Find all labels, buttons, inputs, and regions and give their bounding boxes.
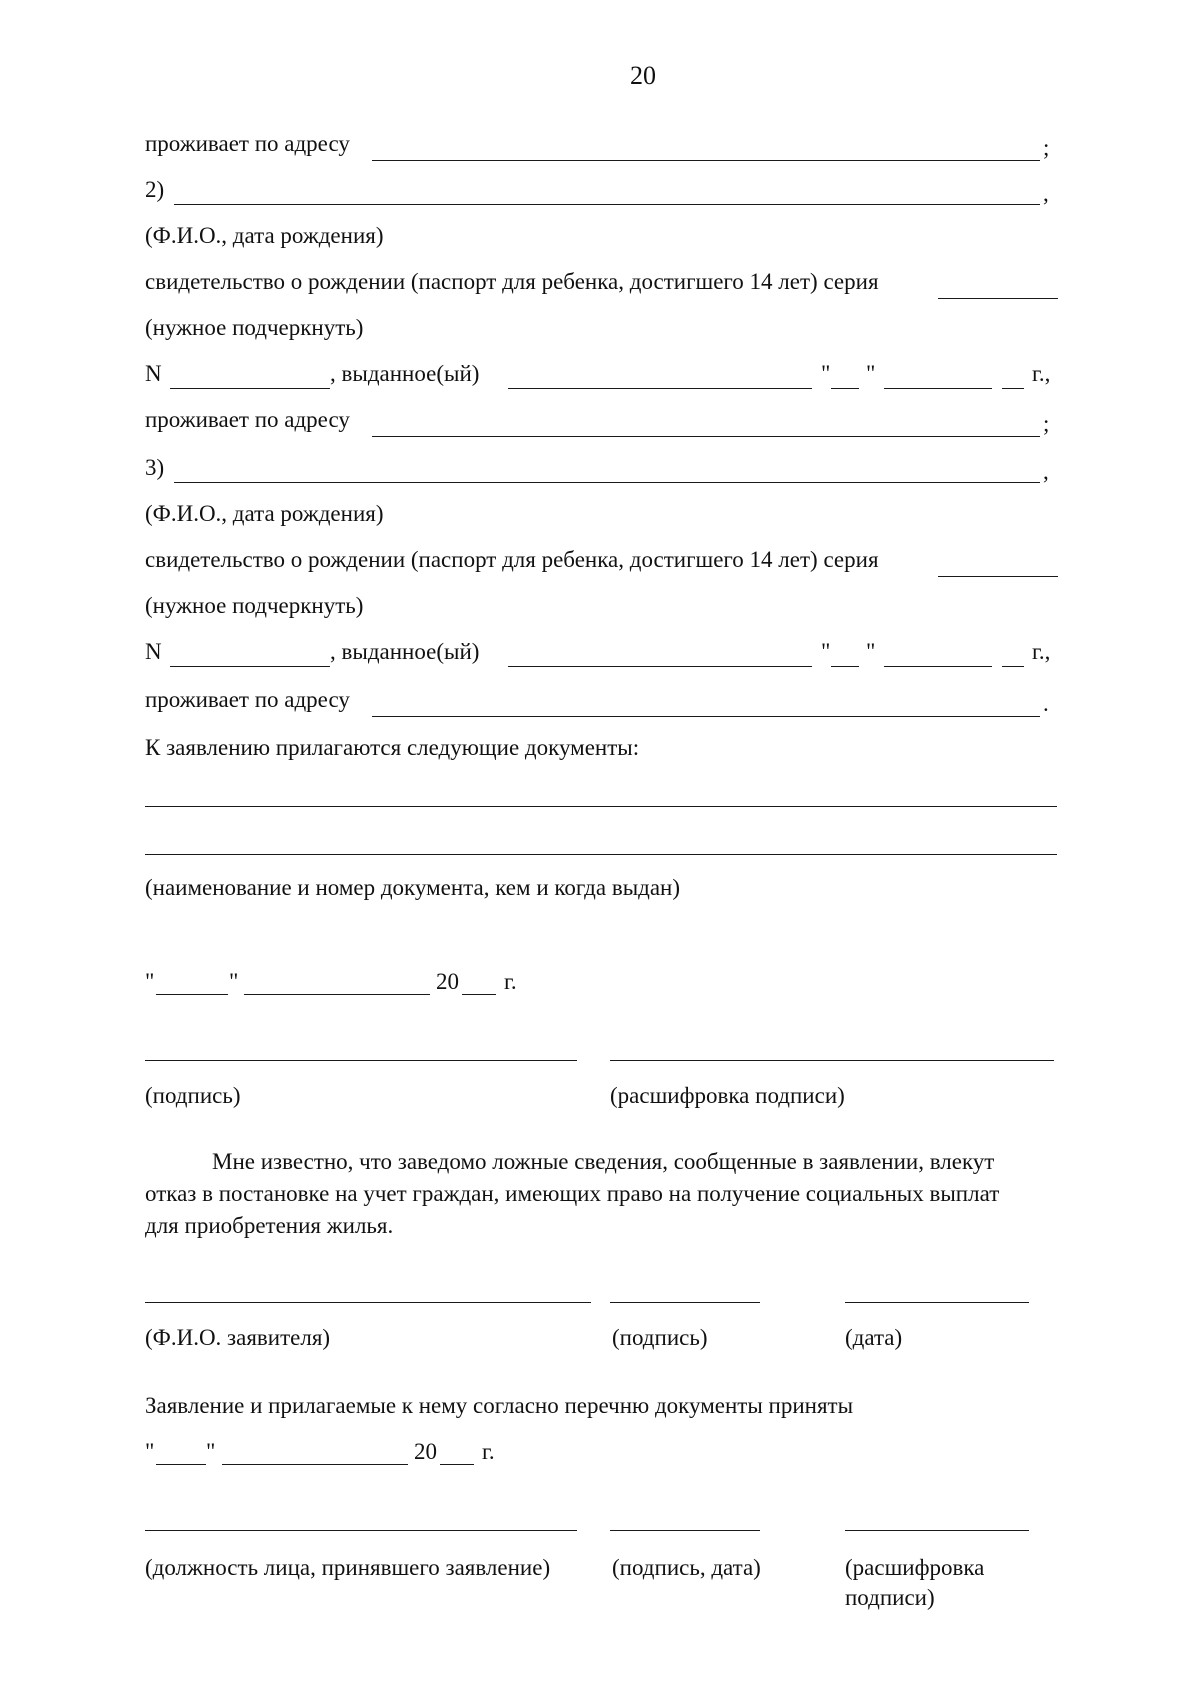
issue-year-field-2[interactable] [1002,388,1024,389]
declaration-line-2: отказ в постановке на учет граждан, имеющих право на получение социальных выплат [145,1181,1000,1206]
official-decoding-field[interactable] [845,1530,1029,1531]
signature-caption: (подпись) [145,1083,241,1108]
attachments-caption: (наименование и номер документа, кем и когда выдан) [145,875,681,900]
applicant-date-caption: (дата) [845,1325,903,1350]
birth-cert-series-field-2[interactable] [938,298,1058,299]
fio-dob-caption: (Ф.И.О., дата рождения) [145,223,384,248]
comma: , [1043,459,1049,484]
address-label: проживает по адресу [145,131,350,156]
year-suffix: г., [1032,361,1051,386]
applicant-signature-field[interactable] [610,1302,760,1303]
issued-by-field-2[interactable] [508,388,812,389]
underline-needed-caption: (нужное подчеркнуть) [145,593,364,618]
semicolon: ; [1043,135,1050,160]
attachments-heading: К заявлению прилагаются следующие документы: [145,735,640,760]
number-label: N [145,639,162,664]
address-field-3[interactable] [372,716,1040,717]
quote-open: " [821,361,831,386]
number-label: N [145,361,162,386]
issued-label: , выданное(ый) [330,361,480,386]
issued-by-field-3[interactable] [508,666,812,667]
issue-year-field-3[interactable] [1002,666,1024,667]
signature-decoding-field[interactable] [610,1060,1054,1061]
child-2-fio-field[interactable] [174,204,1040,205]
semicolon: ; [1043,411,1050,436]
acceptance-year-prefix: 20 [414,1439,437,1464]
official-decoding-caption-line-1: (расшифровка [845,1555,985,1580]
date-day-field[interactable] [156,994,228,995]
birth-cert-label: свидетельство о рождении (паспорт для ребенка, достигшего 14 лет) серия [145,269,879,294]
issue-day-field-3[interactable] [831,666,859,667]
date-year-suffix: г. [504,969,517,994]
birth-cert-label: свидетельство о рождении (паспорт для ребенка, достигшего 14 лет) серия [145,547,879,572]
acceptance-text: Заявление и прилагаемые к нему согласно перечню документы приняты [145,1393,854,1418]
address-field-1[interactable] [372,160,1040,161]
quote-open: " [821,639,831,664]
issue-month-field-2[interactable] [884,388,992,389]
acceptance-year-field[interactable] [440,1464,474,1465]
document-number-field-3[interactable] [170,666,330,667]
official-signature-date-field[interactable] [610,1530,760,1531]
quote-close: " [866,361,876,386]
official-decoding-caption-line-2: подписи) [845,1585,935,1610]
document-number-field-2[interactable] [170,388,330,389]
acceptance-year-suffix: г. [482,1439,495,1464]
acceptance-day-field[interactable] [156,1464,206,1465]
applicant-date-field[interactable] [845,1302,1029,1303]
signature-decoding-caption: (расшифровка подписи) [610,1083,845,1108]
attachments-field-1[interactable] [145,806,1057,807]
underline-needed-caption: (нужное подчеркнуть) [145,315,364,340]
attachments-field-2[interactable] [145,854,1057,855]
official-position-caption: (должность лица, принявшего заявление) [145,1555,551,1580]
official-position-field[interactable] [145,1530,577,1531]
date-year-field[interactable] [462,994,496,995]
acceptance-quote-close: " [206,1439,216,1464]
birth-cert-series-field-3[interactable] [938,576,1058,577]
issue-month-field-3[interactable] [884,666,992,667]
declaration-line-1: Мне известно, что заведомо ложные сведения, сообщенные в заявлении, влекут [212,1149,995,1174]
address-label: проживает по адресу [145,687,350,712]
signature-field[interactable] [145,1060,577,1061]
child-3-number: 3) [145,455,165,480]
date-month-field[interactable] [244,994,430,995]
year-suffix: г., [1032,639,1051,664]
date-year-prefix: 20 [436,969,459,994]
child-3-fio-field[interactable] [174,482,1040,483]
acceptance-month-field[interactable] [222,1464,408,1465]
declaration-line-3: для приобретения жилья. [145,1213,394,1238]
issue-day-field-2[interactable] [831,388,859,389]
applicant-signature-caption: (подпись) [612,1325,708,1350]
comma: , [1043,181,1049,206]
official-signature-date-caption: (подпись, дата) [612,1555,761,1580]
fio-dob-caption: (Ф.И.О., дата рождения) [145,501,384,526]
acceptance-quote-open: " [145,1439,155,1464]
page-number: 20 [630,61,656,90]
address-label: проживает по адресу [145,407,350,432]
quote-close: " [866,639,876,664]
child-2-number: 2) [145,177,165,202]
applicant-fio-caption: (Ф.И.О. заявителя) [145,1325,331,1350]
period: . [1043,691,1049,716]
issued-label: , выданное(ый) [330,639,480,664]
date-quote-close: " [229,969,239,994]
applicant-fio-field[interactable] [145,1302,591,1303]
address-field-2[interactable] [372,436,1040,437]
date-quote-open: " [145,969,155,994]
